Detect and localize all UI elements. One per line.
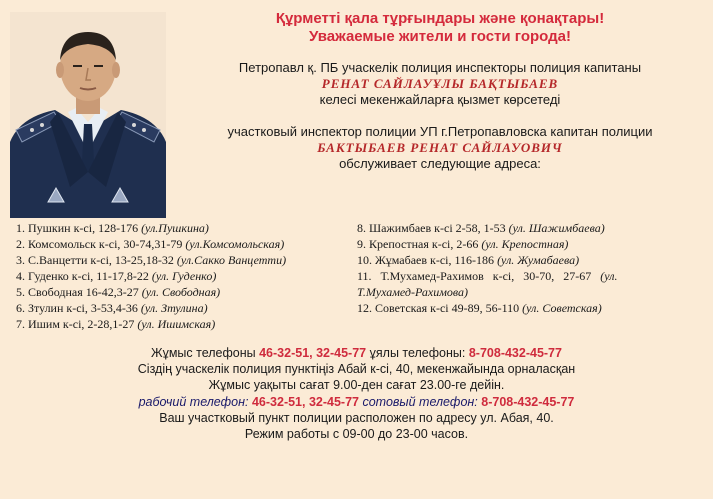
address-item: 1. Пушкин к-сі, 128-176 (ул.Пушкина) bbox=[16, 221, 209, 235]
kz-location: Сіздің учаскелік полиция пунктіңіз Абай к-сі, 40, мекенжайында орналасқан bbox=[137, 362, 576, 377]
intro-ru-line1: участковый инспектор полиции УП г.Петропавловска капитан полиции bbox=[227, 124, 653, 139]
intro-ru-line3: обслуживает следующие адреса: bbox=[339, 156, 541, 171]
greeting-ru: Уважаемые жители и гости города! bbox=[309, 28, 571, 45]
officer-photo bbox=[10, 12, 166, 218]
greeting-kz: Құрметті қала тұрғындары және қонақтары! bbox=[275, 10, 605, 27]
address-item: 8. Шажимбаев к-сі 2-58, 1-53 (ул. Шажимбаева) bbox=[357, 221, 605, 235]
kz-mobile-phone: 8-708-432-45-77 bbox=[468, 346, 562, 360]
address-item: 4. Гуденко к-сі, 11-17,8-22 (ул. Гуденко) bbox=[16, 269, 217, 283]
officer-name-ru: БАКТЫБАЕВ РЕНАТ САЙЛАУОВИЧ bbox=[317, 140, 563, 155]
address-item: 7. Ишим к-сі, 2-28,1-27 (ул. Ишимская) bbox=[16, 317, 216, 331]
address-item: 10. Жұмабаев к-сі, 116-186 (ул. Жумабаева) bbox=[357, 253, 580, 267]
address-item: 6. Зтулин к-сі, 3-53,4-36 (ул. Зтулина) bbox=[16, 301, 208, 315]
kz-work-phone: 46-32-51, 32-45-77 bbox=[259, 346, 367, 360]
address-item: 3. С.Ванцетти к-сі, 13-25,18-32 (ул.Сакко Ванцетти) bbox=[16, 253, 287, 267]
address-list-right bbox=[357, 220, 707, 316]
address-item: 12. Советская к-сі 49-89, 56-110 (ул. Советская) bbox=[357, 301, 602, 315]
intro-kz-line3: келесі мекенжайларға қызмет көрсетеді bbox=[319, 92, 561, 107]
address-item: 9. Крепостная к-сі, 2-66 (ул. Крепостная) bbox=[357, 237, 569, 251]
address-item: 2. Комсомольск к-сі, 30-74,31-79 (ул.Комсомольская) bbox=[16, 237, 285, 251]
intro-kz bbox=[170, 60, 710, 108]
ru-hours: Режим работы с 09-00 до 23-00 часов. bbox=[244, 427, 469, 442]
officer-name-kz: РЕНАТ САЙЛАУҰЛЫ БАҚТЫБАЕВ bbox=[321, 76, 559, 91]
contact-info bbox=[0, 345, 713, 442]
address-item: 11. Т.Мухамед-Рахимов к-сі, 30-70, 27-67 (ул. bbox=[357, 269, 618, 283]
address-item: Т.Мухамед-Рахимова) bbox=[357, 285, 468, 299]
intro-ru bbox=[170, 124, 710, 172]
ru-location: Ваш участковый пункт полиции расположен по адресу ул. Абая, 40. bbox=[159, 410, 554, 425]
ru-mobile-phone: 8-708-432-45-77 bbox=[481, 394, 575, 409]
kz-hours: Жұмыс уақыты сағат 9.00-ден сағат 23.00-ге дейін. bbox=[208, 378, 505, 393]
address-item: 5. Свободная 16-42,3-27 (ул. Свободная) bbox=[16, 285, 221, 299]
ru-work-phone: 46-32-51, 32-45-77 bbox=[251, 394, 359, 409]
ru-phone-line: рабочий телефон: 46-32-51, 32-45-77 сотовый телефон: 8-708-432-45-77 bbox=[138, 394, 575, 409]
address-list-left bbox=[16, 220, 351, 332]
intro-kz-line1: Петропавл қ. ПБ учаскелік полиция инспекторы полиция капитаны bbox=[238, 60, 642, 75]
kz-phone-line: Жұмыс телефоны 46-32-51, 32-45-77 ұялы телефоны: 8-708-432-45-77 bbox=[151, 346, 562, 360]
